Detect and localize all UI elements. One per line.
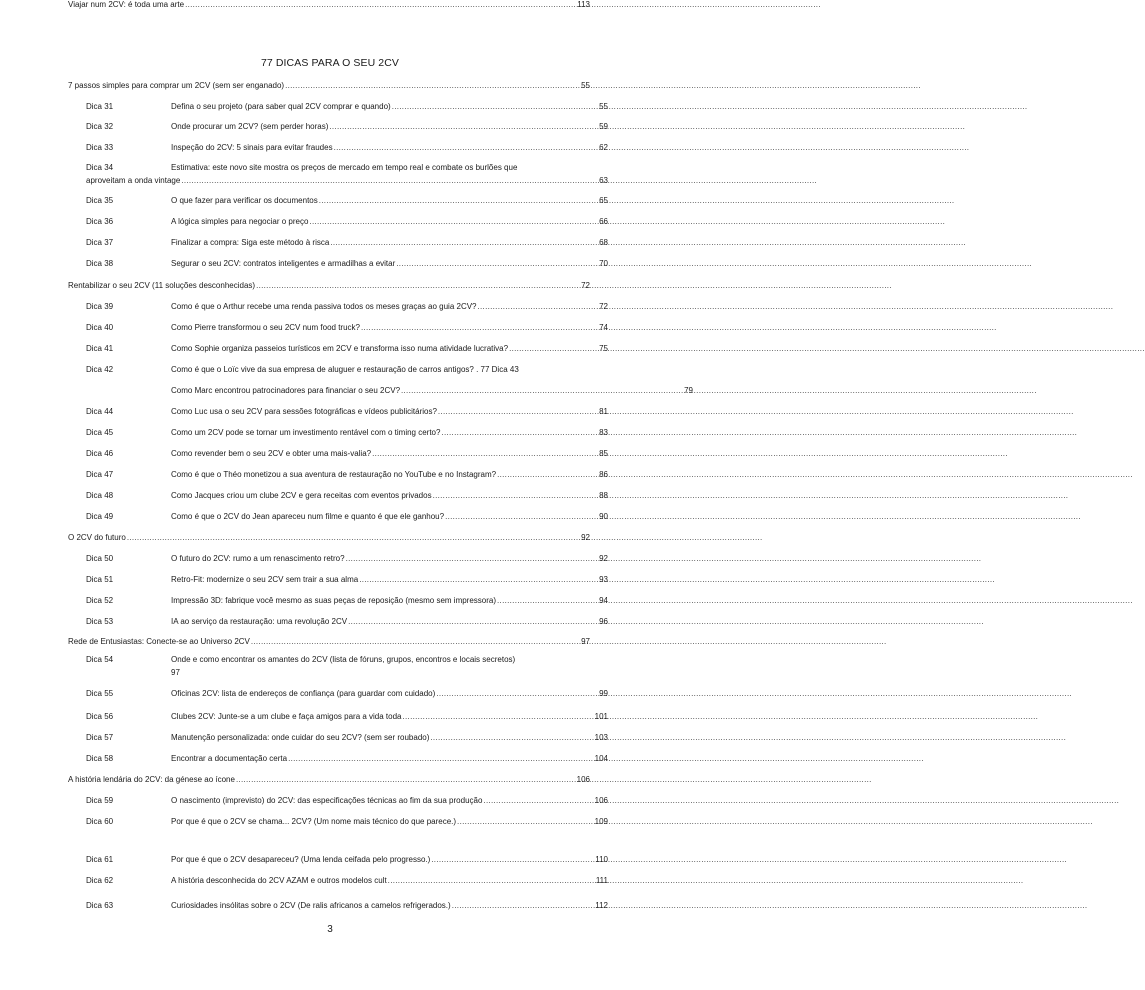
toc-row: [68, 617, 608, 627]
dot-leader: [483, 796, 593, 806]
toc-row: [68, 407, 608, 417]
dot-leader: [185, 0, 576, 10]
dot-leader: [509, 344, 598, 354]
toc-row: [68, 876, 608, 886]
entry-title: Como Marc encontrou patrocinadores para financiar o seu 2CV?: [171, 386, 401, 395]
toc-entry[interactable]: [68, 754, 608, 764]
page-ref: 70: [599, 259, 608, 268]
dica-number: Dica 41: [86, 344, 114, 353]
dot-leader: [361, 323, 598, 333]
toc-row: [68, 491, 608, 501]
entry-title: Como Sophie organiza passeios turísticos em 2CV e transforma isso numa atividade lucrativa?: [171, 344, 509, 353]
entry-title: Manutenção personalizada: onde cuidar do seu 2CV? (sem ser roubado): [171, 733, 430, 742]
page-ref: 101: [594, 712, 608, 721]
page-ref: 65: [599, 196, 608, 205]
entry-title: Como é que o Arthur recebe uma renda passiva todos os meses graças ao guia 2CV?: [171, 302, 477, 311]
toc-entry[interactable]: [68, 855, 608, 865]
dot-leader: [457, 817, 594, 827]
toc-entry[interactable]: [68, 901, 608, 911]
dica-number: Dica 38: [86, 259, 114, 268]
toc-row: [68, 554, 608, 564]
dica-number: Dica 53: [86, 617, 114, 626]
toc-section-entry[interactable]: [68, 281, 590, 291]
entry-title: O que fazer para verificar os documentos: [171, 196, 318, 205]
toc-row: [68, 102, 608, 112]
entry-title: Como é que o 2CV do Jean apareceu num filme e quanto é que ele ganhou?: [171, 512, 445, 521]
dot-leader: [431, 855, 594, 865]
toc-row: [68, 689, 608, 699]
dot-leader: [251, 637, 580, 647]
page-ref: 66: [599, 217, 608, 226]
toc-row: [68, 386, 693, 396]
entry-title: Oficinas 2CV: lista de endereços de confiança (para guardar com cuidado): [171, 689, 436, 698]
toc-entry[interactable]: [68, 259, 608, 269]
page-ref: 72: [599, 302, 608, 311]
toc-entry[interactable]: [68, 217, 608, 227]
toc-entry[interactable]: [68, 596, 608, 606]
page-ref: 68: [599, 238, 608, 247]
entry-title: Como revender bem o seu 2CV e obter uma mais-valia?: [171, 449, 372, 458]
toc-row: [68, 122, 608, 132]
dica-number: Dica 47: [86, 470, 114, 479]
toc-row: [68, 143, 608, 153]
entry-title: Estimativa: este novo site mostra os preços de mercado em tempo real e combate os burlões que: [171, 163, 518, 172]
toc-entry[interactable]: [68, 817, 608, 827]
dica-number: Dica 51: [86, 575, 114, 584]
toc-entry[interactable]: [68, 386, 693, 396]
page-ref: 97: [171, 668, 180, 677]
entry-title: Onde procurar um 2CV? (sem perder horas): [171, 122, 329, 131]
toc-row: [68, 817, 608, 827]
toc-row: [68, 754, 608, 764]
dot-leader: [388, 876, 595, 886]
dot-leader: [181, 176, 598, 186]
dica-number: Dica 48: [86, 491, 114, 500]
entry-title-continued: aproveitam a onda vintage: [86, 176, 181, 185]
entry-title: Curiosidades insólitas sobre o 2CV (De ralis africanos a camelos refrigerados.): [171, 901, 451, 910]
toc-entry[interactable]: [68, 302, 608, 312]
dica-number: Dica 37: [86, 238, 114, 247]
entry-title: IA ao serviço da restauração: uma revolução 2CV: [171, 617, 348, 626]
toc-entry[interactable]: [68, 733, 608, 743]
entry-title: Por que é que o 2CV desapareceu? (Uma lenda ceifada pelo progresso.): [171, 855, 431, 864]
dica-number: Dica 35: [86, 196, 114, 205]
toc-entry[interactable]: [68, 512, 608, 522]
dica-number: Dica 32: [86, 122, 114, 131]
toc-entry[interactable]: [68, 655, 590, 678]
dot-leader: [372, 449, 598, 459]
page-ref: 106: [576, 775, 590, 784]
entry-title: Rede de Entusiastas: Conecte-se ao Universo 2CV: [68, 637, 250, 646]
dica-number: Dica 62: [86, 876, 114, 885]
toc-entry[interactable]: [68, 365, 590, 375]
toc-row: [68, 449, 608, 459]
toc-row: [68, 344, 608, 354]
toc-entry[interactable]: [68, 470, 608, 480]
dica-number: Dica 36: [86, 217, 114, 226]
entry-title: Onde e como encontrar os amantes do 2CV (lista de fóruns, grupos, encontros e locais secretos): [171, 655, 516, 664]
dica-number: Dica 52: [86, 596, 114, 605]
dot-leader: [497, 470, 598, 480]
page-ref: 74: [599, 323, 608, 332]
dica-number: Dica 31: [86, 102, 114, 111]
dot-leader: [127, 533, 580, 543]
entry-title: A história lendária do 2CV: da génese ao ícone: [68, 775, 235, 784]
dot-leader: [285, 81, 580, 91]
entry-title: O nascimento (imprevisto) do 2CV: das especificações técnicas ao fim da sua produção: [171, 796, 483, 805]
page-ref: 55: [599, 102, 608, 111]
entry-title: 7 passos simples para comprar um 2CV (sem ser enganado): [68, 81, 285, 90]
toc-row: [68, 470, 608, 480]
toc-row: [68, 575, 608, 585]
entry-title: Por que é que o 2CV se chama... 2CV? (Um nome mais técnico do que parece.): [171, 817, 457, 826]
page-ref: 62: [599, 143, 608, 152]
dica-number: Dica 40: [86, 323, 114, 332]
page-ref: 88: [599, 491, 608, 500]
entry-title: Finalizar a compra: Siga este método à risca: [171, 238, 330, 247]
toc-entry[interactable]: [68, 323, 608, 333]
entry-title: Viajar num 2CV: é toda uma arte: [68, 0, 185, 9]
dot-leader: [309, 217, 598, 227]
toc-entry[interactable]: [68, 143, 608, 153]
toc-section-entry[interactable]: [68, 775, 590, 785]
page-ref: 86: [599, 470, 608, 479]
page-ref: 112: [595, 901, 608, 910]
page-ref: 63: [599, 176, 608, 185]
entry-title: O futuro do 2CV: rumo a um renascimento retro?: [171, 554, 345, 563]
dot-leader: [441, 428, 598, 438]
toc-entry[interactable]: [68, 449, 608, 459]
page-ref: 59: [599, 122, 608, 131]
entry-title: Clubes 2CV: Junte-se a um clube e faça amigos para a vida toda: [171, 712, 402, 721]
dica-number: Dica 58: [86, 754, 114, 763]
dot-leader: [430, 733, 593, 743]
dica-number: Dica 56: [86, 712, 114, 721]
toc-entry[interactable]: [68, 196, 608, 206]
toc-row: [68, 712, 608, 722]
page-ref: 72: [581, 281, 590, 290]
entry-title: Retro-Fit: modernize o seu 2CV sem trair a sua alma: [171, 575, 359, 584]
toc-entry[interactable]: [68, 238, 608, 248]
toc-row: [68, 855, 608, 865]
dot-leader: [359, 575, 598, 585]
dot-leader: [403, 712, 594, 722]
toc-row: [68, 637, 590, 647]
entry-title: Impressão 3D: fabrique você mesmo as suas peças de reposição (mesmo sem impressora): [171, 596, 497, 605]
page-ref: 106: [594, 796, 608, 805]
toc-row: [68, 512, 608, 522]
page-ref: 113: [577, 0, 590, 9]
page-ref: 55: [581, 81, 590, 90]
dica-number: Dica 34: [86, 163, 114, 172]
dot-leader: [478, 302, 599, 312]
dica-number: Dica 60: [86, 817, 114, 826]
dot-leader: [346, 554, 599, 564]
toc-entry[interactable]: [68, 617, 608, 627]
page-ref: 92: [581, 533, 590, 542]
page-ref: 111: [595, 876, 608, 885]
entry-title: Como Jacques criou um clube 2CV e gera receitas com eventos privados: [171, 491, 432, 500]
page-ref: 92: [599, 554, 608, 563]
dica-number: Dica 63: [86, 901, 114, 910]
dot-leader: [392, 102, 598, 112]
toc-entry[interactable]: [68, 163, 608, 186]
dot-leader: [401, 386, 683, 396]
dot-leader: [334, 143, 599, 153]
dica-number: Dica 55: [86, 689, 114, 698]
page-number: 3: [327, 924, 333, 935]
dot-leader: [329, 122, 598, 132]
toc-section-entry[interactable]: [68, 637, 590, 647]
dica-number: Dica 59: [86, 796, 114, 805]
page-ref: 96: [599, 617, 608, 626]
page-ref: 75: [599, 344, 608, 353]
entry-title: Segurar o seu 2CV: contratos inteligentes e armadilhas a evitar: [171, 259, 396, 268]
dot-leader: [256, 281, 580, 291]
toc-entry[interactable]: [68, 102, 608, 112]
toc-entry[interactable]: [68, 407, 608, 417]
dot-leader: [236, 775, 576, 785]
toc-row: [68, 596, 608, 606]
toc-row: [68, 81, 590, 91]
toc-row: [68, 217, 608, 227]
toc-row: [68, 796, 608, 806]
page-ref: 85: [599, 449, 608, 458]
entry-title: A lógica simples para negociar o preço: [171, 217, 309, 226]
toc-row: [68, 238, 608, 248]
toc-row: [68, 365, 608, 375]
toc-entry[interactable]: [68, 122, 608, 132]
entry-title: Como Pierre transformou o seu 2CV num food truck?: [171, 323, 360, 332]
entry-title: Como Luc usa o seu 2CV para sessões fotográficas e vídeos publicitários?: [171, 407, 437, 416]
dot-leader: [396, 259, 598, 269]
dica-number: Dica 61: [86, 855, 114, 864]
toc-row: [68, 196, 608, 206]
page-ref: 94: [599, 596, 608, 605]
toc-entry[interactable]: [68, 712, 608, 722]
dot-leader: [433, 491, 599, 501]
dica-number: Dica 57: [86, 733, 114, 742]
toc-entry[interactable]: [68, 428, 608, 438]
toc-row: [68, 281, 590, 291]
dot-leader: [497, 596, 598, 606]
entry-title: Como é que o Loïc vive da sua empresa de aluguer e restauração de carros antigos? . 77 Dica 43: [171, 365, 519, 374]
toc-row: [68, 428, 608, 438]
toc-entry[interactable]: [68, 796, 608, 806]
dot-leader: [436, 689, 598, 699]
toc-row: [68, 655, 608, 665]
page-ref: 103: [594, 733, 608, 742]
entry-title: Como é que o Théo monetizou a sua aventura de restauração no YouTube e no Instagram?: [171, 470, 497, 479]
dot-leader: [330, 238, 598, 248]
dot-leader: [319, 196, 598, 206]
document-title: 77 DICAS PARA O SEU 2CV: [260, 57, 400, 69]
page-ref: 90: [599, 512, 608, 521]
dica-number: Dica 49: [86, 512, 114, 521]
toc-entry[interactable]: [68, 575, 608, 585]
dot-leader: [445, 512, 598, 522]
entry-title: O 2CV do futuro: [68, 533, 126, 542]
page-ref: 99: [599, 689, 608, 698]
dica-number: Dica 33: [86, 143, 114, 152]
dica-number: Dica 39: [86, 302, 114, 311]
entry-title: Defina o seu projeto (para saber qual 2CV comprar e quando): [171, 102, 391, 111]
toc-row-continued: [68, 668, 693, 678]
toc-entry[interactable]: [68, 554, 608, 564]
page-ref: 81: [599, 407, 608, 416]
toc-section-entry[interactable]: [68, 0, 590, 10]
toc-entry[interactable]: [68, 876, 608, 886]
page-ref: 79: [684, 386, 693, 395]
dot-leader: [452, 901, 595, 911]
entry-title: Encontrar a documentação certa: [171, 754, 288, 763]
dica-number: Dica 54: [86, 655, 114, 664]
toc-row: [68, 163, 608, 173]
entry-title: Inspeção do 2CV: 5 sinais para evitar fraudes: [171, 143, 333, 152]
toc-section-entry[interactable]: [68, 81, 590, 91]
toc-row: [68, 733, 608, 743]
dot-leader: [288, 754, 594, 764]
toc-row: [68, 302, 608, 312]
toc-row: [68, 901, 608, 911]
entry-title: A história desconhecida do 2CV AZAM e outros modelos cult: [171, 876, 387, 885]
dot-leader: [438, 407, 598, 417]
page-ref: 97: [581, 637, 590, 646]
toc-entry[interactable]: [68, 491, 608, 501]
toc-row: [68, 775, 590, 785]
dica-number: Dica 50: [86, 554, 114, 563]
page-ref: 110: [595, 855, 608, 864]
entry-title: Rentabilizar o seu 2CV (11 soluções desconhecidas): [68, 281, 256, 290]
page-ref: 93: [599, 575, 608, 584]
toc-entry[interactable]: [68, 344, 608, 354]
toc-row: [68, 323, 608, 333]
entry-title: Como um 2CV pode se tornar um investimento rentável com o timing certo?: [171, 428, 441, 437]
dica-number: Dica 44: [86, 407, 114, 416]
toc-entry[interactable]: [68, 689, 608, 699]
toc-section-entry[interactable]: [68, 533, 590, 543]
dica-number: Dica 45: [86, 428, 114, 437]
dot-leader: [348, 617, 598, 627]
dica-number: Dica 46: [86, 449, 114, 458]
page-ref: 104: [594, 754, 608, 763]
page-ref: 83: [599, 428, 608, 437]
toc-row-continued: [68, 176, 608, 186]
page-ref: 109: [594, 817, 608, 826]
toc-row: [68, 533, 590, 543]
toc-row: [68, 259, 608, 269]
toc-row: [68, 0, 590, 10]
dica-number: Dica 42: [86, 365, 114, 374]
